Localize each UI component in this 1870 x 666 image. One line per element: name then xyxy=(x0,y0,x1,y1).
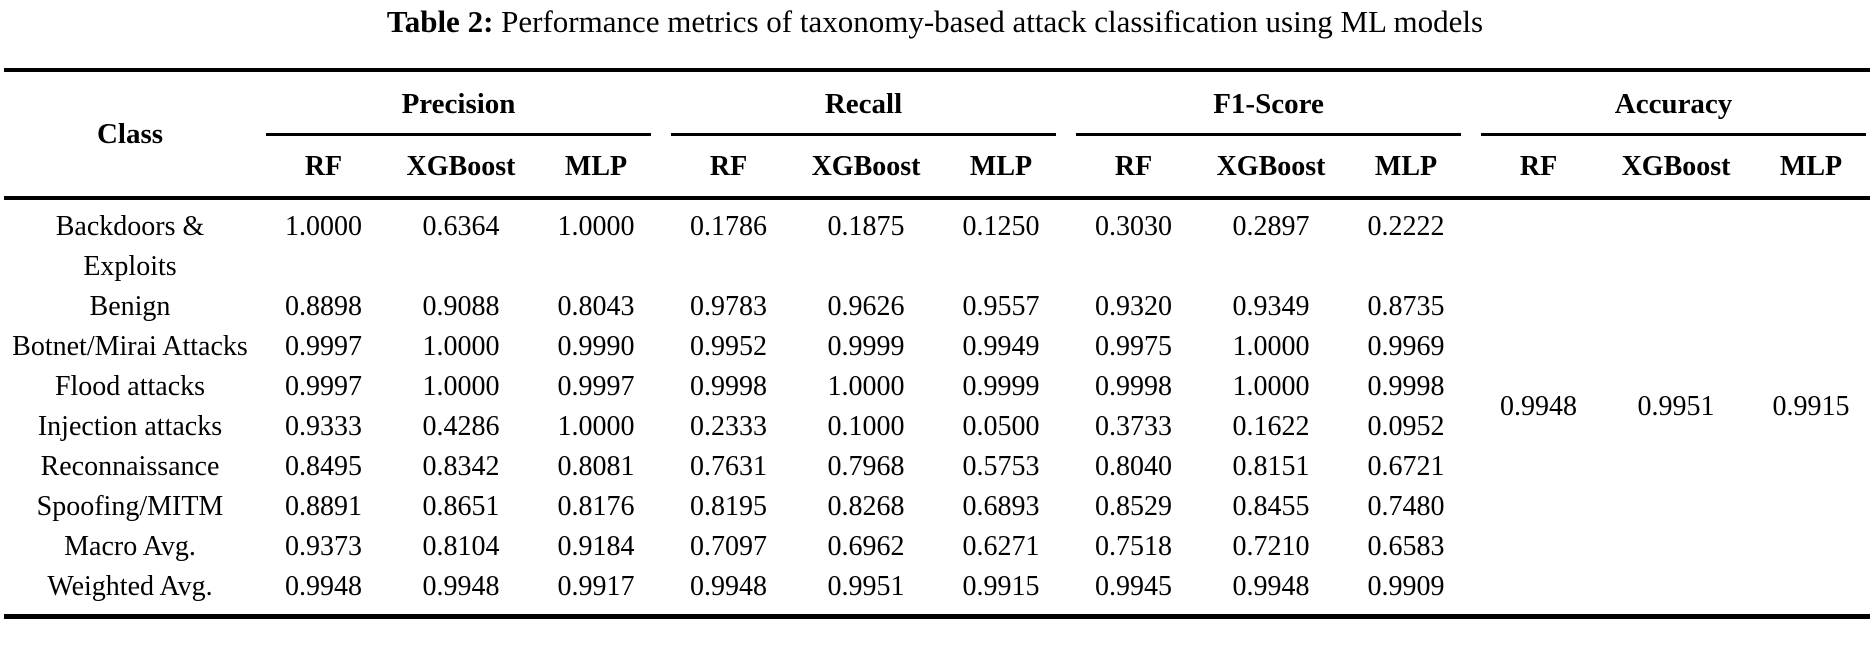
metrics-table xyxy=(4,68,1870,619)
f1-value-cell: 0.7210 xyxy=(1232,531,1310,562)
precision-value-cell: 0.8176 xyxy=(557,491,635,522)
class-cell: Botnet/Mirai Attacks xyxy=(12,331,248,362)
precision-value-cell: 1.0000 xyxy=(557,411,635,442)
recall-value-cell: 0.9915 xyxy=(962,571,1040,602)
col-header-precision-xgboost: XGBoost xyxy=(391,136,531,198)
recall-value-cell: 0.7097 xyxy=(690,531,768,562)
f1-value-cell: 0.9969 xyxy=(1367,331,1445,362)
recall-value-cell: 0.1250 xyxy=(962,211,1040,242)
f1-value-cell: 0.9349 xyxy=(1232,291,1310,322)
f1-value-cell: 0.9945 xyxy=(1095,571,1173,602)
table-caption-text: Performance metrics of taxonomy-based attack classification using ML models xyxy=(493,4,1484,39)
f1-value-cell: 0.8455 xyxy=(1232,491,1310,522)
precision-value-cell: 0.9997 xyxy=(557,371,635,402)
precision-value-cell: 0.8898 xyxy=(285,291,362,322)
recall-value-cell: 0.9999 xyxy=(827,331,905,362)
precision-value-cell: 0.9997 xyxy=(285,331,362,362)
recall-value-cell: 0.2333 xyxy=(690,411,768,442)
precision-value-cell: 0.8342 xyxy=(422,451,500,482)
precision-value-cell: 1.0000 xyxy=(422,331,500,362)
recall-value-cell: 0.5753 xyxy=(962,451,1040,482)
precision-value-cell: 0.9948 xyxy=(422,571,500,602)
class-cell: Flood attacks xyxy=(54,371,206,402)
f1-value-cell: 0.3733 xyxy=(1095,411,1173,442)
recall-value-cell: 0.9783 xyxy=(690,291,768,322)
f1-value-cell: 0.9998 xyxy=(1095,371,1173,402)
group-header-accuracy-cell xyxy=(1471,70,1870,136)
col-header-precision-rf: RF xyxy=(256,136,391,198)
f1-value-cell: 0.2222 xyxy=(1367,211,1445,242)
f1-value-cell: 0.9998 xyxy=(1367,371,1445,402)
recall-value-cell: 0.1000 xyxy=(827,411,905,442)
precision-value-cell: 0.9373 xyxy=(285,531,362,562)
precision-value-cell: 1.0000 xyxy=(557,211,635,242)
group-header-accuracy: Accuracy xyxy=(1481,86,1866,136)
recall-value-cell: 0.1786 xyxy=(690,211,768,242)
recall-value-cell: 0.9952 xyxy=(690,331,768,362)
recall-value-cell: 0.8195 xyxy=(690,491,768,522)
model-header-row xyxy=(4,136,1870,198)
group-header-f1-score: F1-Score xyxy=(1076,86,1461,136)
col-header-accuracy-rf: RF xyxy=(1471,136,1606,198)
precision-value-cell: 0.4286 xyxy=(422,411,500,442)
f1-value-cell: 0.9909 xyxy=(1367,571,1445,602)
recall-value-cell: 0.6271 xyxy=(962,531,1040,562)
f1-value-cell: 0.1622 xyxy=(1232,411,1310,442)
f1-value-cell: 1.0000 xyxy=(1232,331,1310,362)
group-header-precision: Precision xyxy=(266,86,651,136)
precision-value-cell: 1.0000 xyxy=(422,371,500,402)
recall-value-cell: 0.9948 xyxy=(690,571,768,602)
precision-value-cell: 1.0000 xyxy=(285,211,362,242)
col-header-f1-rf: RF xyxy=(1066,136,1201,198)
class-cell: Spoofing/MITM xyxy=(36,491,224,522)
precision-value-cell: 0.9088 xyxy=(422,291,500,322)
precision-value-cell: 0.9917 xyxy=(557,571,635,602)
col-header-accuracy-mlp: MLP xyxy=(1746,136,1870,198)
col-header-f1-xgboost: XGBoost xyxy=(1201,136,1341,198)
class-cell: Benign xyxy=(89,291,171,322)
precision-value-cell: 0.8651 xyxy=(422,491,500,522)
f1-value-cell: 0.9948 xyxy=(1232,571,1310,602)
col-header-recall-rf: RF xyxy=(661,136,796,198)
table-row xyxy=(4,198,1870,287)
class-cell: Backdoors & Exploits xyxy=(55,211,205,282)
f1-value-cell: 0.8040 xyxy=(1095,451,1173,482)
table-caption-label: Table 2: xyxy=(386,4,494,39)
recall-value-cell: 0.9951 xyxy=(827,571,905,602)
group-header-recall: Recall xyxy=(671,86,1056,136)
recall-value-cell: 0.9557 xyxy=(962,291,1040,322)
col-header-class: Class xyxy=(4,70,256,198)
col-header-f1-mlp: MLP xyxy=(1341,136,1471,198)
group-header-row xyxy=(4,70,1870,136)
f1-value-cell: 0.7518 xyxy=(1095,531,1173,562)
precision-value-cell: 0.8081 xyxy=(557,451,635,482)
recall-value-cell: 0.9999 xyxy=(962,371,1040,402)
f1-value-cell: 0.8529 xyxy=(1095,491,1173,522)
accuracy-value-cell: 0.9915 xyxy=(1772,391,1850,422)
precision-value-cell: 0.9333 xyxy=(285,411,362,442)
class-cell: Reconnaissance xyxy=(40,451,220,482)
class-cell: Weighted Avg. xyxy=(47,571,213,602)
precision-value-cell: 0.8891 xyxy=(285,491,362,522)
f1-value-cell: 0.3030 xyxy=(1095,211,1173,242)
f1-value-cell: 0.9975 xyxy=(1095,331,1173,362)
class-cell: Injection attacks xyxy=(37,411,223,442)
accuracy-value-cell: 0.9951 xyxy=(1637,391,1715,422)
recall-value-cell: 0.6962 xyxy=(827,531,905,562)
recall-value-cell: 0.0500 xyxy=(962,411,1040,442)
recall-value-cell: 0.7631 xyxy=(690,451,768,482)
recall-value-cell: 0.9949 xyxy=(962,331,1040,362)
recall-value-cell: 0.8268 xyxy=(827,491,905,522)
col-header-recall-mlp: MLP xyxy=(936,136,1066,198)
table-caption xyxy=(4,0,1866,42)
col-header-recall-xgboost: XGBoost xyxy=(796,136,936,198)
recall-value-cell: 0.9998 xyxy=(690,371,768,402)
group-header-f1-score-cell xyxy=(1066,70,1471,136)
precision-value-cell: 0.9990 xyxy=(557,331,635,362)
f1-value-cell: 0.8735 xyxy=(1367,291,1445,322)
group-header-recall-cell xyxy=(661,70,1066,136)
accuracy-value-cell: 0.9948 xyxy=(1500,391,1578,422)
precision-value-cell: 0.6364 xyxy=(422,211,500,242)
f1-value-cell: 1.0000 xyxy=(1232,371,1310,402)
recall-value-cell: 0.6893 xyxy=(962,491,1040,522)
f1-value-cell: 0.6583 xyxy=(1367,531,1445,562)
f1-value-cell: 0.9320 xyxy=(1095,291,1173,322)
col-header-precision-mlp: MLP xyxy=(531,136,661,198)
f1-value-cell: 0.0952 xyxy=(1367,411,1445,442)
f1-value-cell: 0.8151 xyxy=(1232,451,1310,482)
col-header-accuracy-xgboost: XGBoost xyxy=(1606,136,1746,198)
recall-value-cell: 0.7968 xyxy=(827,451,905,482)
f1-value-cell: 0.6721 xyxy=(1367,451,1445,482)
f1-value-cell: 0.7480 xyxy=(1367,491,1445,522)
class-cell: Macro Avg. xyxy=(64,531,196,562)
group-header-precision-cell xyxy=(256,70,661,136)
precision-value-cell: 0.8043 xyxy=(557,291,635,322)
precision-value-cell: 0.9184 xyxy=(557,531,635,562)
f1-value-cell: 0.2897 xyxy=(1232,211,1310,242)
recall-value-cell: 0.1875 xyxy=(827,211,905,242)
precision-value-cell: 0.9948 xyxy=(285,571,362,602)
precision-value-cell: 0.8495 xyxy=(285,451,362,482)
recall-value-cell: 0.9626 xyxy=(827,291,905,322)
precision-value-cell: 0.8104 xyxy=(422,531,500,562)
recall-value-cell: 1.0000 xyxy=(827,371,905,402)
precision-value-cell: 0.9997 xyxy=(285,371,362,402)
